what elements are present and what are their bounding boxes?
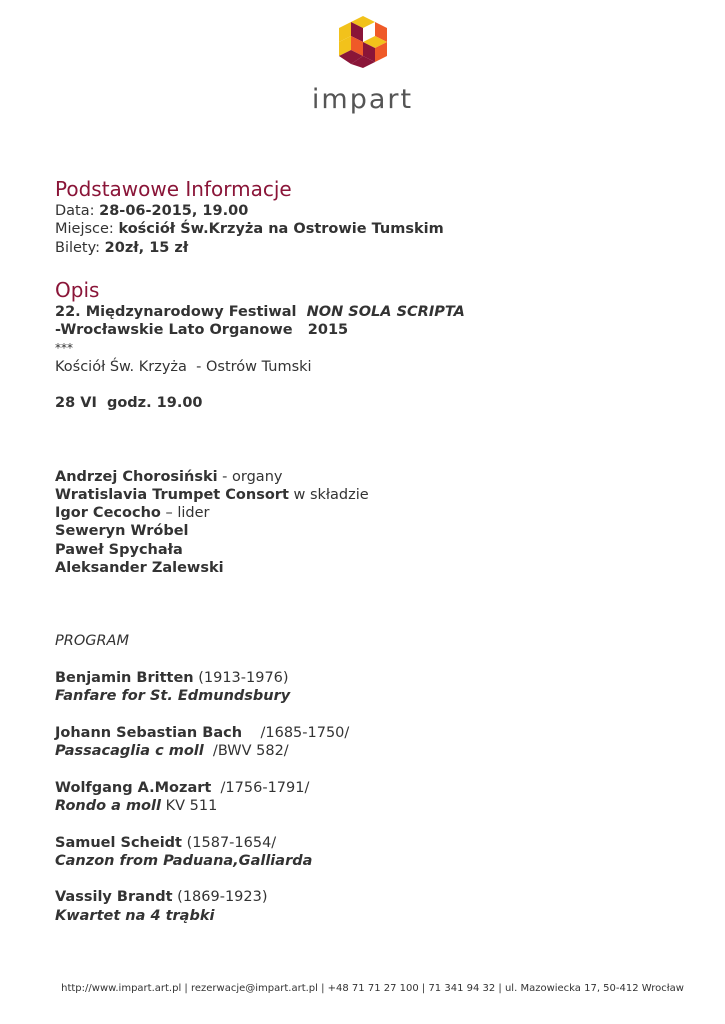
composer-line bbox=[55, 669, 695, 687]
performer-name: Wratislavia Trumpet Consort bbox=[55, 486, 289, 503]
composer-line bbox=[55, 888, 695, 906]
place-value: kościół Św.Krzyża na Ostrowie Tumskim bbox=[118, 221, 444, 238]
composer-name: Vassily Brandt bbox=[55, 889, 173, 906]
performers-list bbox=[55, 468, 695, 578]
work-title: Canzon from Paduana,Galliarda bbox=[55, 852, 313, 869]
work-catalog: /BWV 582/ bbox=[203, 743, 289, 760]
program-item bbox=[55, 870, 695, 925]
program-list bbox=[55, 669, 695, 925]
composer-name: Johann Sebastian Bach bbox=[55, 724, 243, 741]
composer-name: Samuel Scheidt bbox=[55, 834, 182, 851]
tickets-label: Bilety: bbox=[55, 239, 105, 256]
section-heading-description: Opis bbox=[55, 277, 100, 302]
date-label: Data: bbox=[55, 203, 100, 219]
festival-name: 22. Międzynarodowy Festiwal bbox=[55, 303, 307, 320]
composer-line bbox=[55, 779, 695, 797]
composer-dates: /1685-1750/ bbox=[242, 724, 350, 741]
logo-wordmark: impart bbox=[311, 84, 414, 115]
composer-dates: (1913-1976) bbox=[193, 669, 289, 686]
performer-name: Seweryn Wróbel bbox=[55, 523, 189, 540]
work-title: Rondo a moll bbox=[55, 797, 161, 814]
main-content bbox=[55, 176, 695, 925]
performer-name: Igor Cecocho bbox=[55, 505, 161, 522]
festival-line-2: -Wrocławskie Lato Organowe 2015 bbox=[55, 322, 349, 339]
festival-line-1 bbox=[55, 303, 695, 321]
performer-role: - organy bbox=[217, 468, 283, 485]
work-line bbox=[55, 797, 695, 815]
date-value: 28-06-2015, 19.00 bbox=[99, 203, 249, 219]
place-label: Miejsce: bbox=[55, 221, 119, 238]
performer-role: w składzie bbox=[288, 486, 369, 503]
composer-dates: (1869-1923) bbox=[172, 889, 268, 906]
performer-name: Aleksander Zalewski bbox=[55, 560, 224, 577]
footer-contact: http://www.impart.art.pl | rezerwacje@impart.art.pl | +48 71 71 27 100 | 71 341 94 32 | ul. Mazowiecka 17, 50-412 Wrocław bbox=[61, 983, 684, 994]
performer-role: – lider bbox=[160, 505, 210, 522]
composer-line bbox=[55, 724, 695, 742]
place-line bbox=[55, 220, 695, 238]
program-item bbox=[55, 760, 695, 815]
section-heading-basic: Podstawowe Informacje bbox=[55, 177, 292, 201]
festival-title: NON SOLA SCRIPTA bbox=[306, 303, 465, 320]
work-line bbox=[55, 687, 695, 705]
composer-dates: /1756-1791/ bbox=[211, 779, 310, 796]
performer-name: Andrzej Chorosiński bbox=[55, 468, 218, 485]
impart-logo-icon bbox=[335, 12, 391, 70]
separator-stars: *** bbox=[55, 341, 73, 356]
work-line bbox=[55, 742, 695, 760]
time-line: 28 VI godz. 19.00 bbox=[55, 395, 203, 412]
composer-dates: (1587-1654/ bbox=[182, 834, 277, 851]
work-title: Fanfare for St. Edmundsbury bbox=[55, 688, 291, 705]
program-label: PROGRAM bbox=[55, 633, 129, 650]
performer-item bbox=[55, 559, 695, 577]
composer-name: Benjamin Britten bbox=[55, 669, 194, 686]
program-item bbox=[55, 815, 695, 870]
church-line: Kościół Św. Krzyża - Ostrów Tumski bbox=[55, 358, 312, 375]
tickets-line bbox=[55, 239, 695, 257]
tickets-value: 20zł, 15 zł bbox=[104, 239, 189, 256]
program-item bbox=[55, 669, 695, 706]
program-item bbox=[55, 705, 695, 760]
work-title: Kwartet na 4 trąbki bbox=[55, 907, 215, 924]
performer-item bbox=[55, 468, 695, 486]
composer-line bbox=[55, 834, 695, 852]
performer-item bbox=[55, 486, 695, 504]
impart-logo bbox=[300, 12, 425, 122]
work-catalog: KV 511 bbox=[160, 797, 218, 814]
work-line bbox=[55, 907, 695, 925]
performer-item bbox=[55, 541, 695, 559]
date-line bbox=[55, 202, 695, 220]
performer-name: Paweł Spychała bbox=[55, 541, 183, 558]
performer-item bbox=[55, 522, 695, 540]
work-title: Passacaglia c moll bbox=[55, 743, 204, 760]
performer-item bbox=[55, 504, 695, 522]
composer-name: Wolfgang A.Mozart bbox=[55, 779, 212, 796]
work-line bbox=[55, 852, 695, 870]
